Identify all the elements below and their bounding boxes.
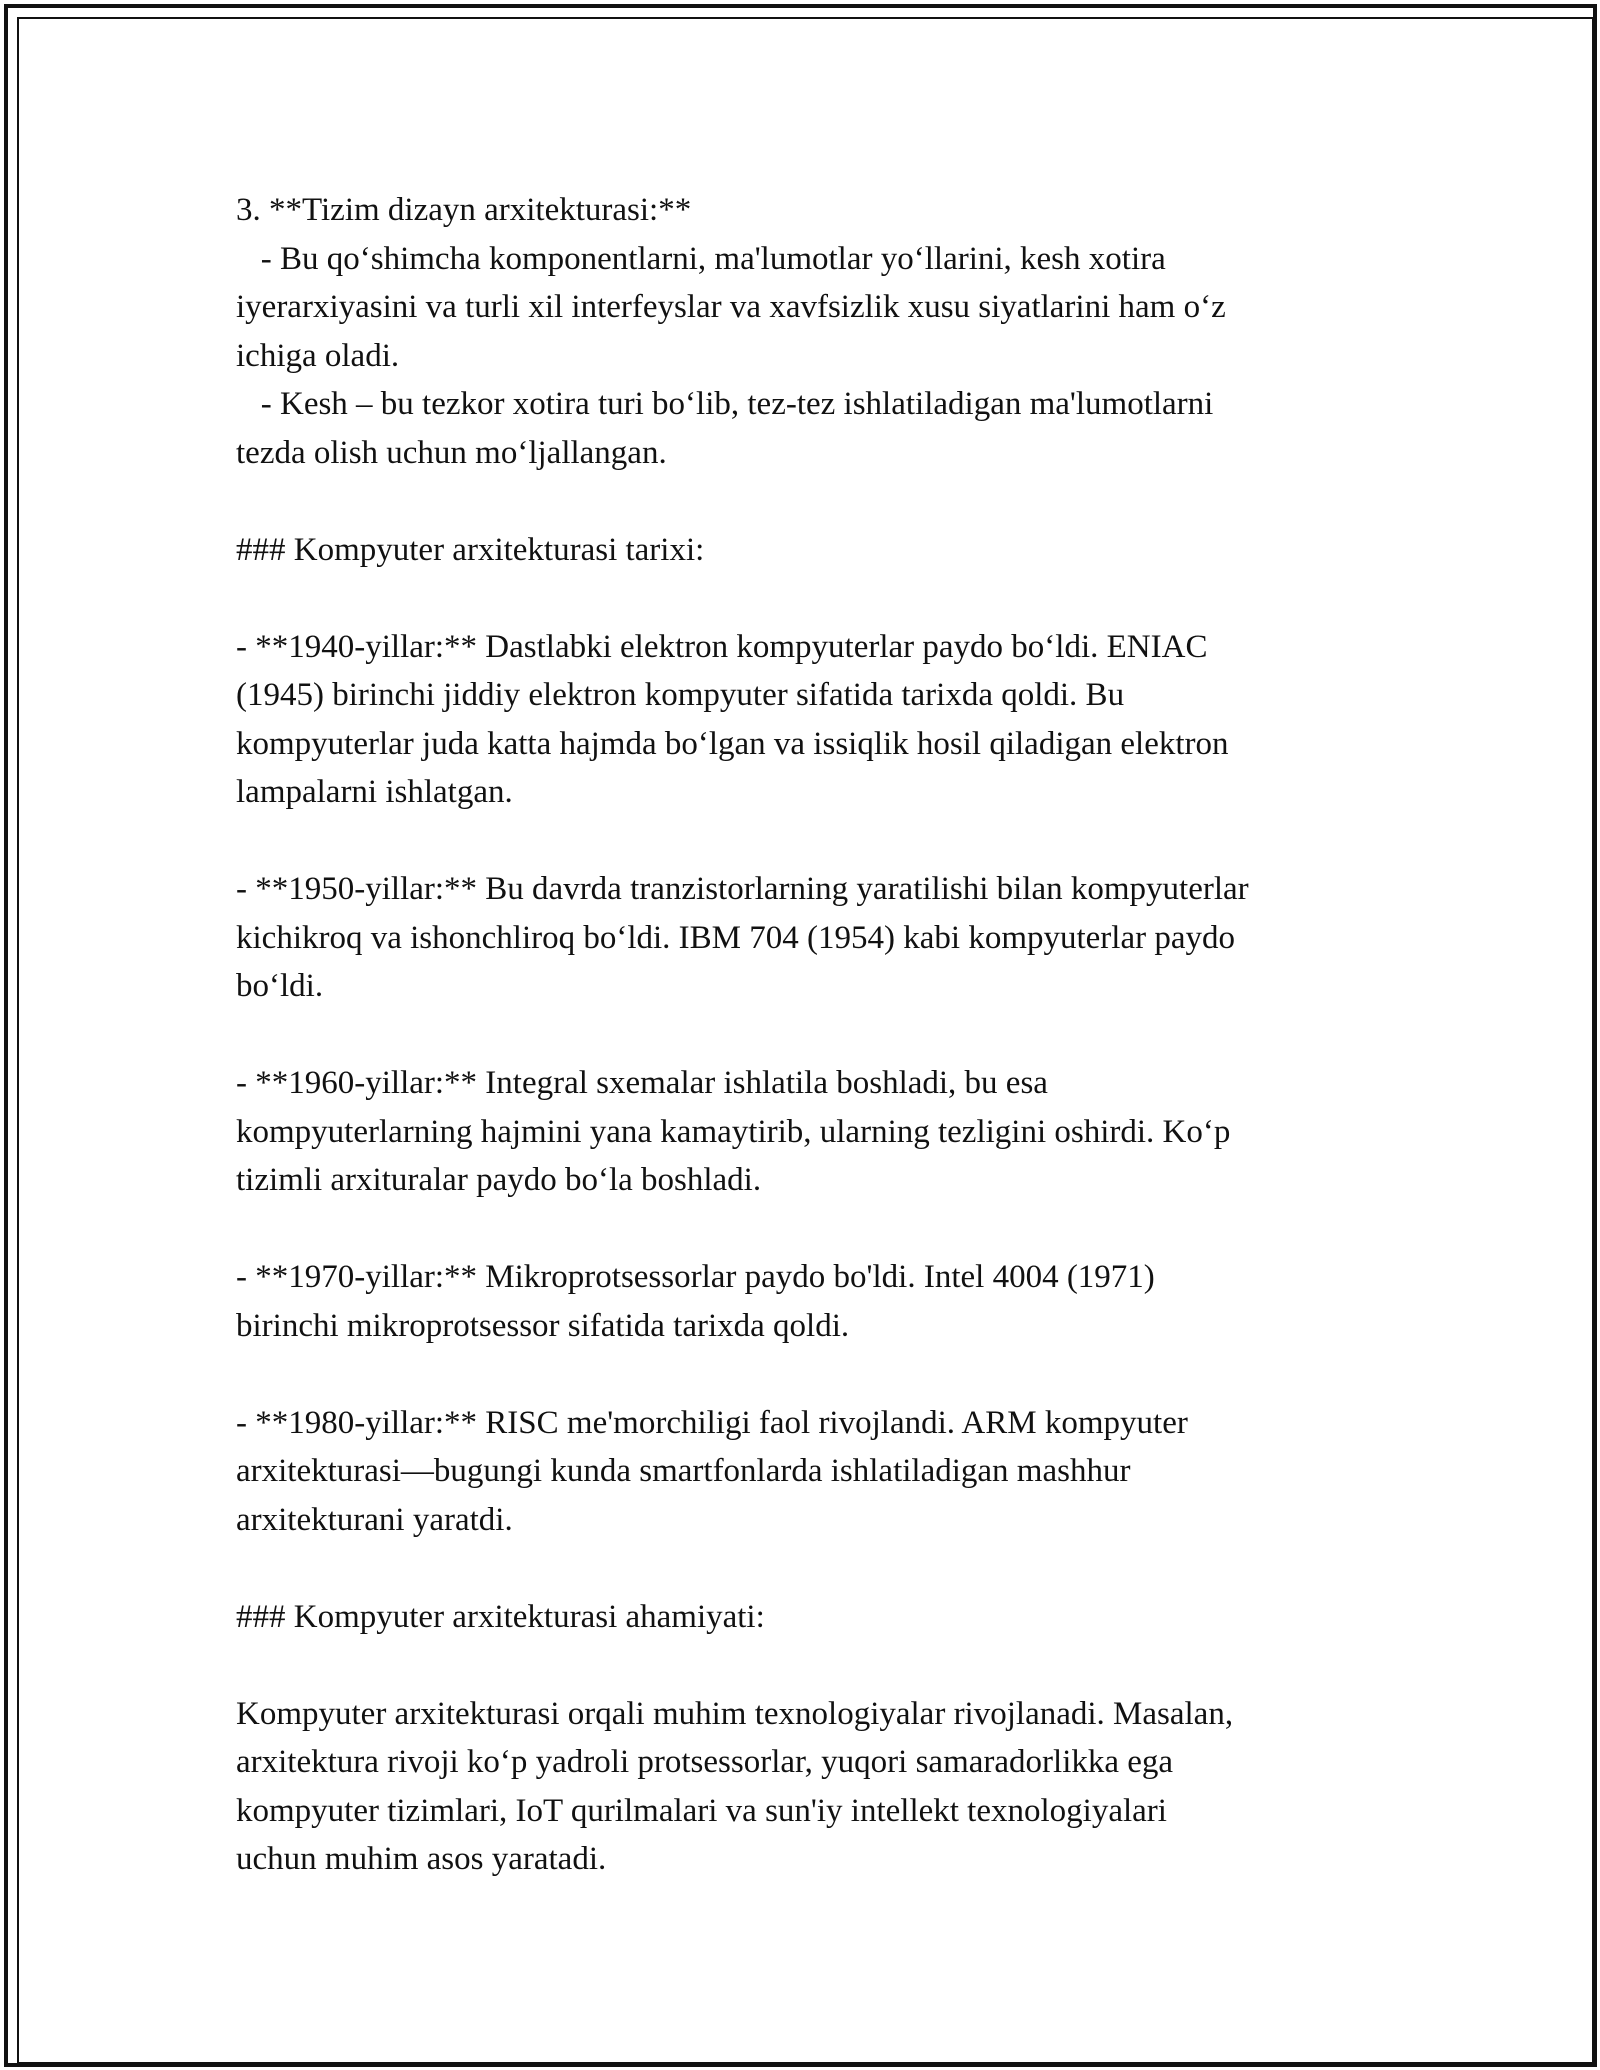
spacer: [236, 1544, 1386, 1593]
spacer: [236, 1350, 1386, 1399]
importance-paragraph: [236, 1690, 1386, 1884]
text-line: arxitekturani yaratdi.: [236, 1501, 513, 1538]
text-line: iyerarxiyasini va turli xil interfeyslar va xavfsizlik xusu siyatlarini ham o‘z: [236, 289, 1226, 325]
history-item: [236, 1253, 1386, 1350]
text-line: arxitektura rivoji ko‘p yadroli protsessorlar, yuqori samaradorlikka ega: [236, 1744, 1174, 1780]
text-line: - **1980-yillar:** RISC me'morchiligi faol rivojlandi. ARM kompyuter: [236, 1404, 1188, 1441]
spacer: [236, 817, 1386, 866]
section-bullet: [236, 380, 1386, 477]
section-bullet: [236, 235, 1386, 381]
text-line: lampalarni ishlatgan.: [236, 774, 513, 810]
text-line: arxitekturasi—bugungi kunda smartfonlarda ishlatiladigan mashhur: [236, 1453, 1131, 1489]
text-line: - **1970-yillar:** Mikroprotsessorlar paydo bo'ldi. Intel 4004 (1971): [236, 1259, 1155, 1295]
text-line: kompyuter tizimlari, IoT qurilmalari va sun'iy intellekt texnologiyalari: [236, 1792, 1167, 1829]
spacer: [236, 477, 1386, 526]
spacer: [236, 1641, 1386, 1690]
document-body: [236, 186, 1386, 1884]
text-line: tizimli arxituralar paydo bo‘la boshladi.: [236, 1162, 762, 1198]
text-line: - **1960-yillar:** Integral sxemalar ishlatila boshladi, bu esa: [236, 1065, 1048, 1101]
text-line: kompyuterlar juda katta hajmda bo‘lgan va issiqlik hosil qiladigan elektron: [236, 725, 1229, 762]
text-line: ichiga oladi.: [236, 337, 400, 374]
text-line: kompyuterlarning hajmini yana kamaytirib, ularning tezligini oshirdi. Ko‘p: [236, 1113, 1231, 1150]
history-heading: ### Kompyuter arxitekturasi tarixi:: [236, 531, 705, 568]
history-item: [236, 623, 1386, 817]
text-line: Kompyuter arxitekturasi orqali muhim texnologiyalar rivojlanadi. Masalan,: [236, 1695, 1234, 1732]
text-line: - **1950-yillar:** Bu davrda tranzistorlarning yaratilishi bilan kompyuterlar: [236, 871, 1249, 907]
history-item: [236, 1059, 1386, 1205]
text-line: (1945) birinchi jiddiy elektron kompyuter sifatida tarixda qoldi. Bu: [236, 677, 1125, 713]
text-line: kichikroq va ishonchliroq bo‘ldi. IBM 704 (1954) kabi kompyuterlar paydo: [236, 919, 1235, 956]
spacer: [236, 1011, 1386, 1060]
importance-heading: ### Kompyuter arxitekturasi ahamiyati:: [236, 1598, 765, 1635]
history-item: [236, 1399, 1386, 1545]
text-line: uchun muhim asos yaratadi.: [236, 1841, 607, 1877]
history-item: [236, 865, 1386, 1011]
spacer: [236, 1205, 1386, 1254]
spacer: [236, 574, 1386, 623]
section-heading: 3. **Tizim dizayn arxitekturasi:**: [236, 192, 692, 228]
text-line: bo‘ldi.: [236, 968, 324, 1004]
text-line: birinchi mikroprotsessor sifatida tarixda qoldi.: [236, 1307, 850, 1344]
text-line: - Bu qo‘shimcha komponentlarni, ma'lumotlar yo‘llarini, kesh xotira: [236, 240, 1166, 277]
text-line: - Kesh – bu tezkor xotira turi bo‘lib, tez-tez ishlatiladigan ma'lumotlarni: [236, 386, 1214, 422]
text-line: tezda olish uchun mo‘ljallangan.: [236, 434, 667, 471]
text-line: - **1940-yillar:** Dastlabki elektron kompyuterlar paydo bo‘ldi. ENIAC: [236, 628, 1208, 665]
